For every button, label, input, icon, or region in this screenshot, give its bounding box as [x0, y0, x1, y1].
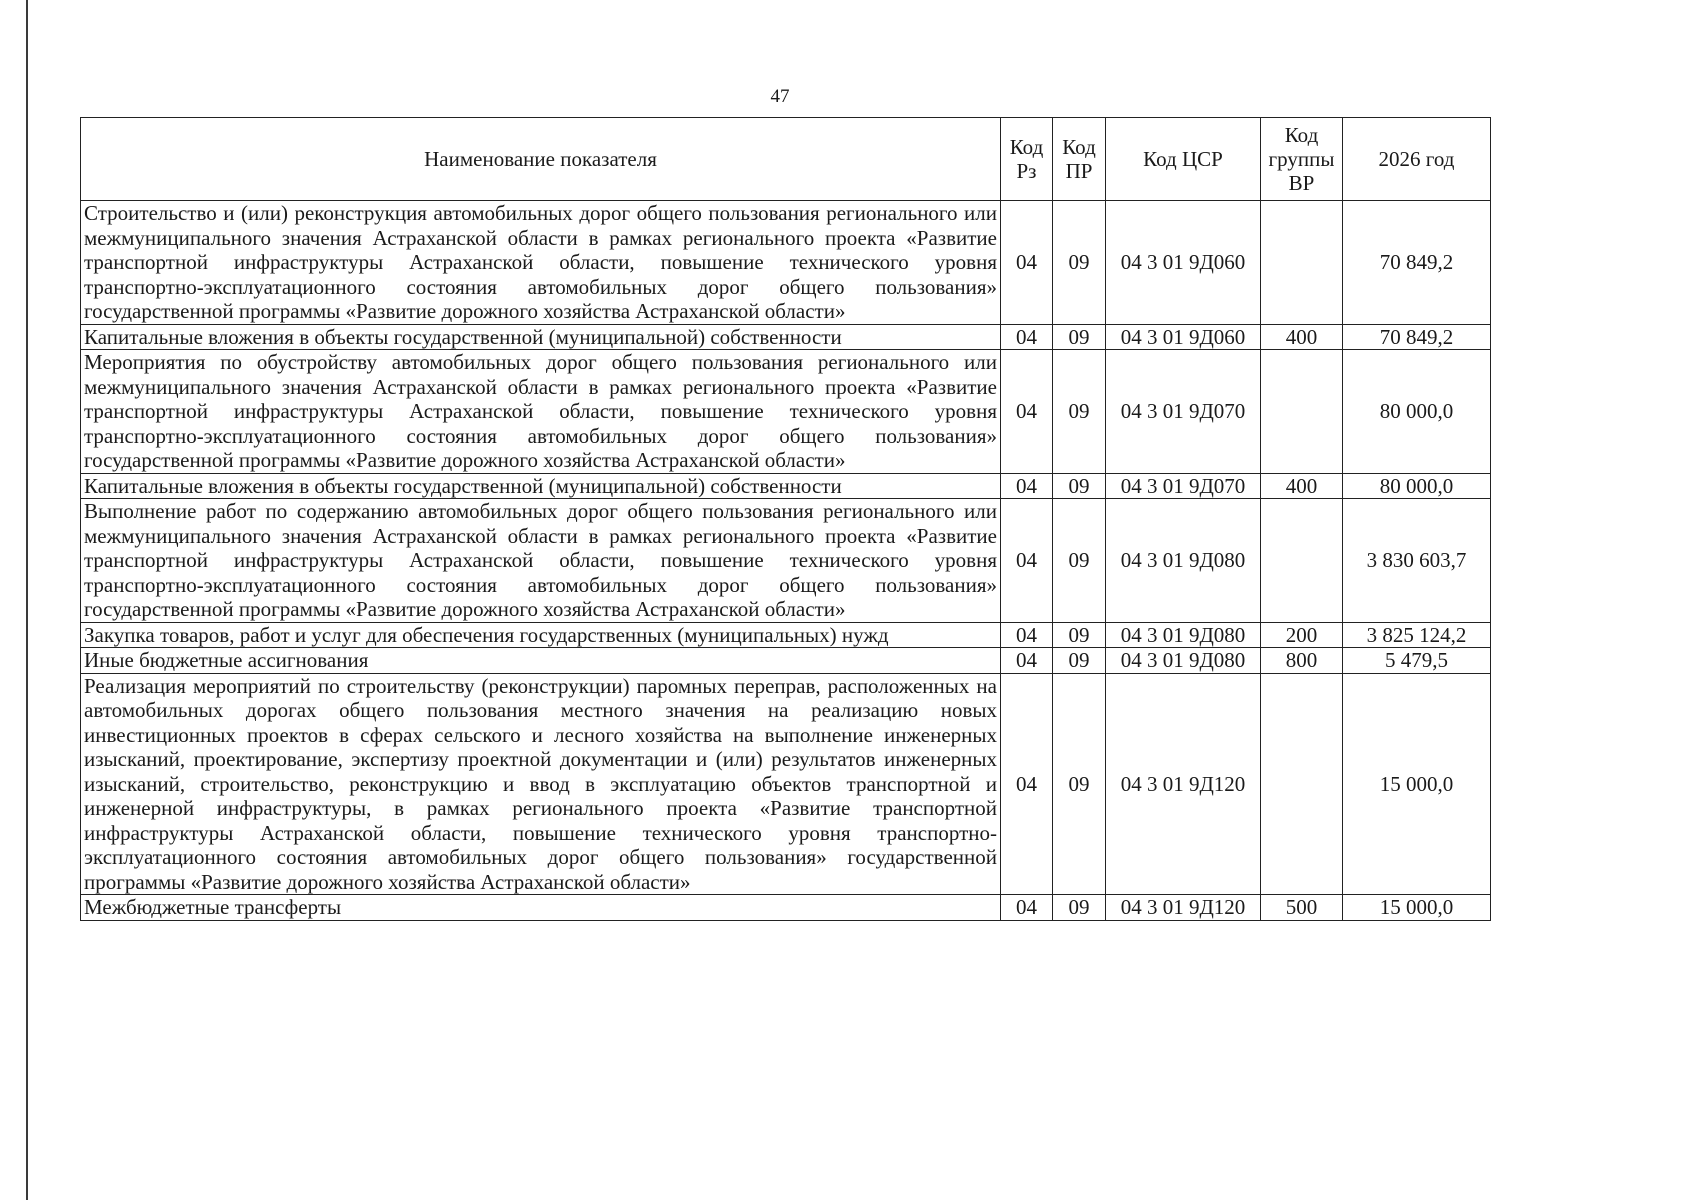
row-rz: 04 — [1001, 622, 1053, 648]
row-pr: 09 — [1053, 201, 1106, 325]
row-amount: 15 000,0 — [1343, 895, 1491, 921]
row-amount: 80 000,0 — [1343, 350, 1491, 474]
row-pr: 09 — [1053, 895, 1106, 921]
header-rz: Код Рз — [1001, 118, 1053, 201]
header-vr: Код группы ВР — [1261, 118, 1343, 201]
header-year: 2026 год — [1343, 118, 1491, 201]
row-csr: 04 3 01 9Д060 — [1106, 201, 1261, 325]
table-row — [81, 673, 1491, 895]
table-row — [81, 201, 1491, 325]
row-csr: 04 3 01 9Д060 — [1106, 324, 1261, 350]
header-csr: Код ЦСР — [1106, 118, 1261, 201]
row-name: Строительство и (или) реконструкция автомобильных дорог общего пользования регионального или межмуниципального значения Астраханской области в рамках регионального проекта «Развитие транспортной инфраструктуры Астраханской области, повышение технического уровня транспортно-эксплуатационного состояния автомобильных дорог общего пользования» государственной программы «Развитие дорожного хозяйства Астраханской области» — [81, 201, 1001, 325]
row-vr: 500 — [1261, 895, 1343, 921]
table-row — [81, 473, 1491, 499]
row-name: Капитальные вложения в объекты государственной (муниципальной) собственности — [81, 324, 1001, 350]
row-pr: 09 — [1053, 473, 1106, 499]
row-amount: 3 830 603,7 — [1343, 499, 1491, 623]
page-edge-rule — [26, 0, 28, 1200]
row-amount: 15 000,0 — [1343, 673, 1491, 895]
row-csr: 04 3 01 9Д070 — [1106, 350, 1261, 474]
header-pr: Код ПР — [1053, 118, 1106, 201]
row-vr — [1261, 201, 1343, 325]
row-name: Закупка товаров, работ и услуг для обеспечения государственных (муниципальных) нужд — [81, 622, 1001, 648]
row-csr: 04 3 01 9Д120 — [1106, 895, 1261, 921]
row-name: Межбюджетные трансферты — [81, 895, 1001, 921]
row-amount: 5 479,5 — [1343, 648, 1491, 674]
row-pr: 09 — [1053, 648, 1106, 674]
row-rz: 04 — [1001, 324, 1053, 350]
row-csr: 04 3 01 9Д120 — [1106, 673, 1261, 895]
row-rz: 04 — [1001, 473, 1053, 499]
row-pr: 09 — [1053, 499, 1106, 623]
row-rz: 04 — [1001, 673, 1053, 895]
table-header-row — [81, 118, 1491, 201]
row-amount: 70 849,2 — [1343, 201, 1491, 325]
row-vr — [1261, 673, 1343, 895]
row-rz: 04 — [1001, 895, 1053, 921]
row-rz: 04 — [1001, 201, 1053, 325]
row-vr — [1261, 499, 1343, 623]
row-vr: 200 — [1261, 622, 1343, 648]
row-name: Мероприятия по обустройству автомобильных дорог общего пользования регионального или межмуниципального значения Астраханской области в рамках регионального проекта «Развитие транспортной инфраструктуры Астраханской области, повышение технического уровня транспортно-эксплуатационного состояния автомобильных дорог общего пользования» государственной программы «Развитие дорожного хозяйства Астраханской области» — [81, 350, 1001, 474]
row-amount: 80 000,0 — [1343, 473, 1491, 499]
row-pr: 09 — [1053, 622, 1106, 648]
row-pr: 09 — [1053, 324, 1106, 350]
table-row — [81, 499, 1491, 623]
row-name: Реализация мероприятий по строительству (реконструкции) паромных переправ, расположенных на автомобильных дорогах общего пользования местного значения на реализацию новых инвестиционных проектов в сферах сельского и лесного хозяйства на выполнение инженерных изысканий, проектирование, экспертизу проектной документации и (или) результатов инженерных изысканий, строительство, реконструкцию и ввод в эксплуатацию объектов транспортной и инженерной инфраструктуры, в рамках регионального проекта «Развитие транспортной инфраструктуры Астраханской области, повышение технического уровня транспортно-эксплуатационного состояния автомобильных дорог общего пользования» государственной программы «Развитие дорожного хозяйства Астраханской области» — [81, 673, 1001, 895]
row-csr: 04 3 01 9Д080 — [1106, 648, 1261, 674]
page-number: 47 — [770, 86, 790, 107]
row-rz: 04 — [1001, 350, 1053, 474]
row-pr: 09 — [1053, 350, 1106, 474]
row-name: Иные бюджетные ассигнования — [81, 648, 1001, 674]
row-vr: 800 — [1261, 648, 1343, 674]
row-name: Выполнение работ по содержанию автомобильных дорог общего пользования регионального или межмуниципального значения Астраханской области в рамках регионального проекта «Развитие транспортной инфраструктуры Астраханской области, повышение технического уровня транспортно-эксплуатационного состояния автомобильных дорог общего пользования» государственной программы «Развитие дорожного хозяйства Астраханской области» — [81, 499, 1001, 623]
row-vr — [1261, 350, 1343, 474]
row-name: Капитальные вложения в объекты государственной (муниципальной) собственности — [81, 473, 1001, 499]
header-name: Наименование показателя — [81, 118, 1001, 201]
table-row — [81, 622, 1491, 648]
row-pr: 09 — [1053, 673, 1106, 895]
row-csr: 04 3 01 9Д070 — [1106, 473, 1261, 499]
table-row — [81, 324, 1491, 350]
row-amount: 70 849,2 — [1343, 324, 1491, 350]
table-row — [81, 648, 1491, 674]
row-csr: 04 3 01 9Д080 — [1106, 622, 1261, 648]
row-vr: 400 — [1261, 324, 1343, 350]
table-row — [81, 895, 1491, 921]
row-amount: 3 825 124,2 — [1343, 622, 1491, 648]
table-row — [81, 350, 1491, 474]
budget-table — [80, 117, 1491, 921]
row-csr: 04 3 01 9Д080 — [1106, 499, 1261, 623]
row-rz: 04 — [1001, 499, 1053, 623]
row-vr: 400 — [1261, 473, 1343, 499]
row-rz: 04 — [1001, 648, 1053, 674]
